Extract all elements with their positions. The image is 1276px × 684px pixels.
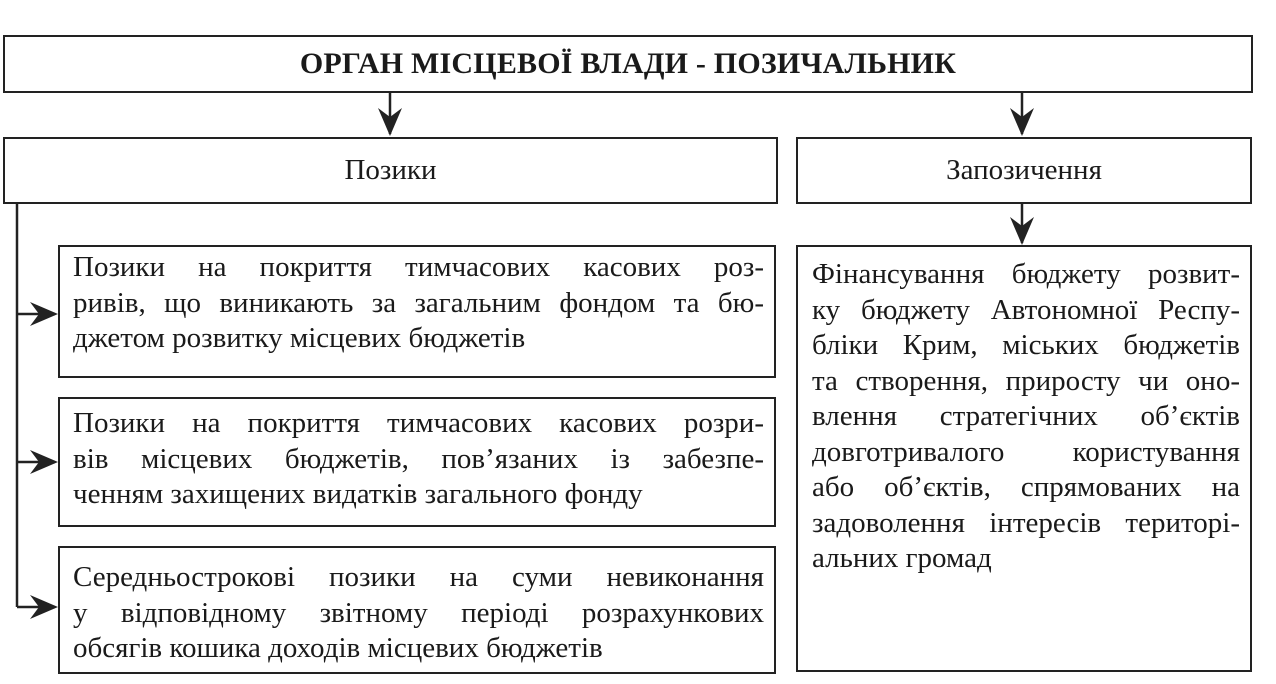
text-line: задоволення інтересів територі-	[812, 506, 1240, 539]
loan-item-box	[58, 546, 776, 674]
loans-header: Позики	[344, 154, 437, 186]
text-line: Фінансування бюджету розвит-	[812, 258, 1240, 290]
loans-header-box	[3, 137, 778, 204]
text-line: у відповідному звітному періоді розрахункових	[73, 596, 764, 629]
text-line: ривів, що виникають за загальним фондом та бю-	[73, 286, 764, 319]
borrower-title: ОРГАН МІСЦЕВОЇ ВЛАДИ - ПОЗИЧАЛЬНИК	[299, 47, 957, 80]
loan-item-box	[58, 397, 776, 527]
text-line: або об’єктів, спрямованих на	[812, 471, 1240, 503]
text-line: та створення, приросту чи оно-	[812, 364, 1240, 397]
financing-description-box	[796, 245, 1252, 672]
text-line: Позики на покриття тимчасових касових роз-	[73, 251, 764, 283]
text-line: ку бюджету Автономної Респу-	[812, 293, 1240, 326]
borrowings-header-box	[796, 137, 1252, 204]
text-line: обсягів кошика доходів місцевих бюджетів	[73, 632, 603, 664]
borrowings-header: Запозичення	[946, 154, 1102, 186]
text-line: альних громад	[812, 542, 992, 574]
borrower-title-box	[3, 35, 1253, 93]
text-line: Позики на покриття тимчасових касових розри-	[73, 407, 764, 439]
loan-item-box	[58, 245, 776, 378]
text-line: влення стратегічних об’єктів	[812, 400, 1240, 432]
text-line: джетом розвитку місцевих бюджетів	[73, 322, 526, 354]
text-line: довготривалого користування	[812, 435, 1240, 468]
text-line: бліки Крим, міських бюджетів	[812, 329, 1240, 361]
text-line: вів місцевих бюджетів, пов’язаних із забезпе-	[73, 442, 764, 475]
text-line: ченням захищених видатків загального фонду	[73, 478, 643, 510]
text-line: Середньострокові позики на суми невиконання	[73, 561, 764, 593]
